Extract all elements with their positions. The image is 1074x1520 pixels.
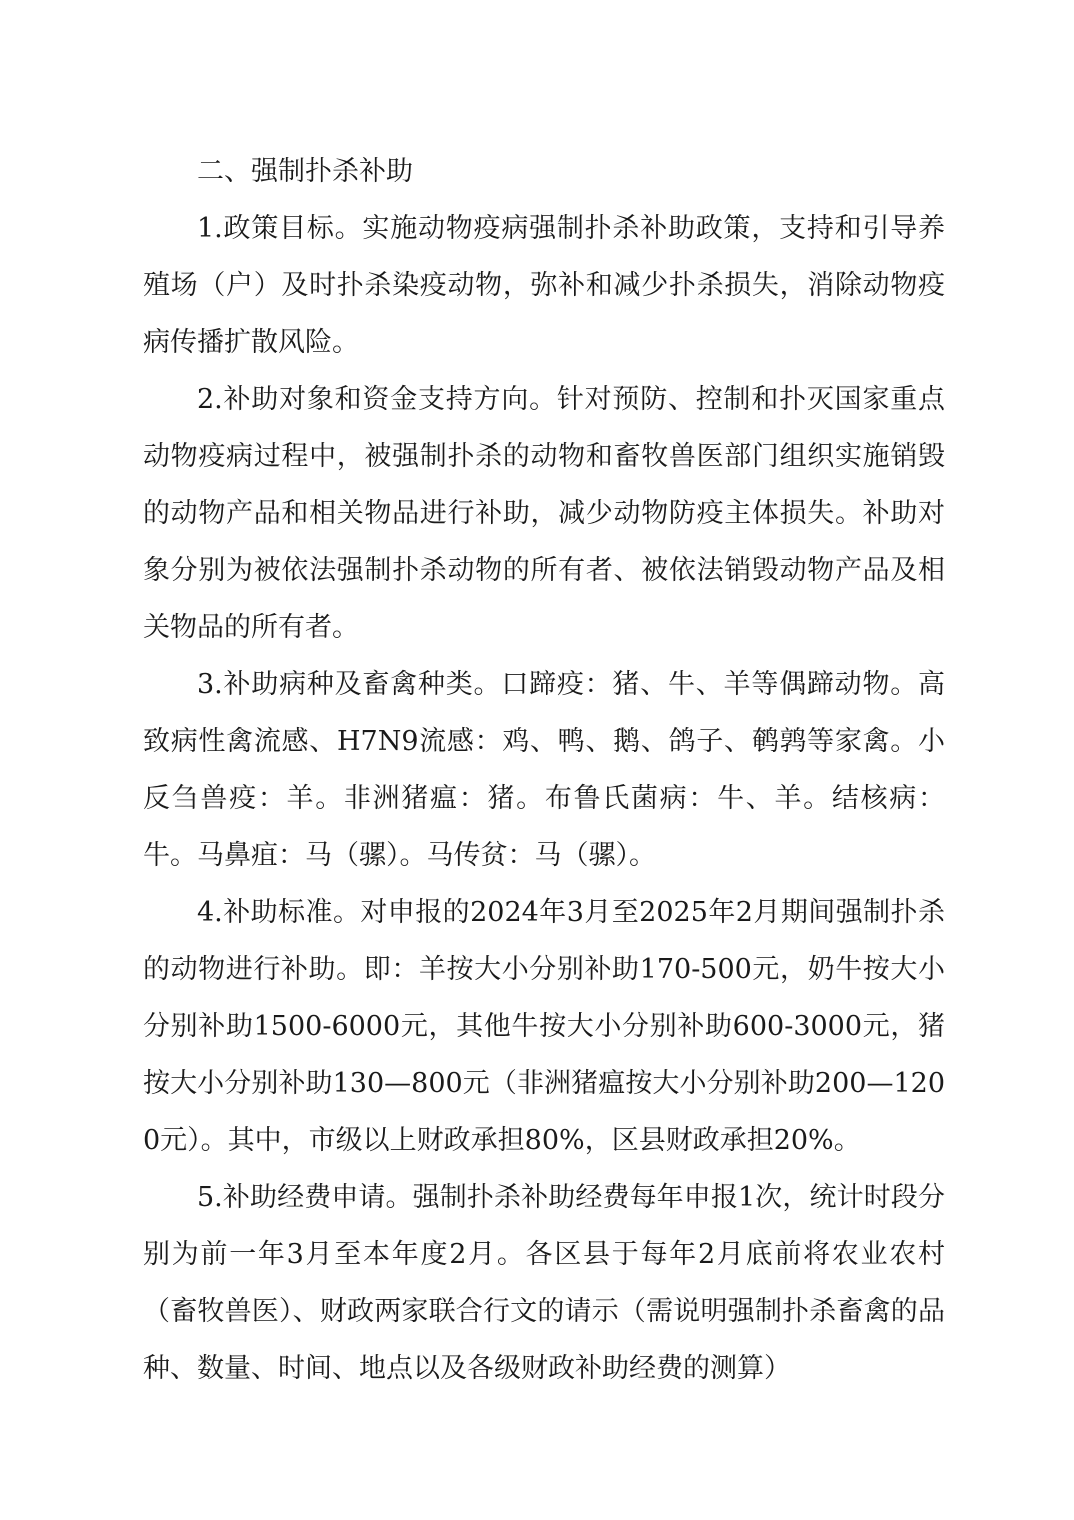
paragraph-subsidy-standard: 4.补助标准。对申报的2024年3月至2025年2月期间强制扑杀的动物进行补助。即：羊按大小分别补助170-500元，奶牛按大小分别补助1500-6000元，其他牛按大小分别补助600-3000元，猪按大小分别补助130—800元（非洲猪瘟按大小分别补助200—1200元）。其中，市级以上财政承担80%，区县财政承担20%。 bbox=[143, 897, 945, 1156]
section-heading: 二、强制扑杀补助 bbox=[197, 156, 413, 187]
paragraph-disease-species: 3.补助病种及畜禽种类。口蹄疫：猪、牛、羊等偶蹄动物。高致病性禽流感、H7N9流感：鸡、鸭、鹅、鸽子、鹌鹑等家禽。小反刍兽疫：羊。非洲猪瘟：猪。布鲁氏菌病：牛、羊。结核病：牛。马鼻疽：马（骡）。马传贫：马（骡）。 bbox=[143, 669, 945, 871]
paragraph-funding-application: 5.补助经费申请。强制扑杀补助经费每年申报1次，统计时段分别为前一年3月至本年度2月。各区县于每年2月底前将农业农村（畜牧兽医）、财政两家联合行文的请示（需说明强制扑杀畜禽的品种、数量、时间、地点以及各级财政补助经费的测算） bbox=[143, 1182, 945, 1384]
paragraph-policy-goal: 1.政策目标。实施动物疫病强制扑杀补助政策，支持和引导养殖场（户）及时扑杀染疫动物，弥补和减少扑杀损失，消除动物疫病传播扩散风险。 bbox=[143, 213, 945, 358]
paragraph-subsidy-targets: 2.补助对象和资金支持方向。针对预防、控制和扑灭国家重点动物疫病过程中，被强制扑杀的动物和畜牧兽医部门组织实施销毁的动物产品和相关物品进行补助，减少动物防疫主体损失。补助对象分别为被依法强制扑杀动物的所有者、被依法销毁动物产品及相关物品的所有者。 bbox=[143, 384, 945, 643]
document-body bbox=[143, 143, 945, 1397]
